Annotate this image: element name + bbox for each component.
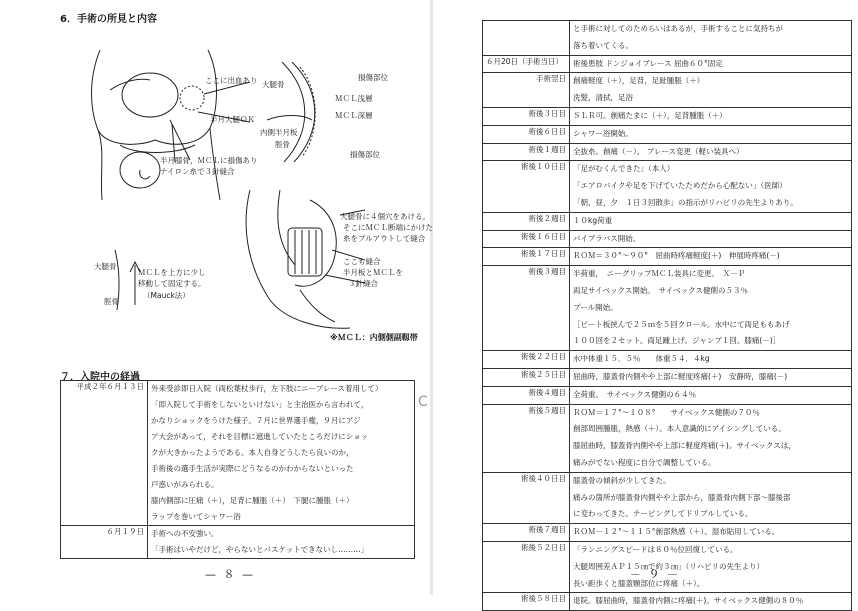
label-injury-note-1: 半月膝骨，ＭＣＬに損傷あり bbox=[160, 156, 258, 165]
note-line: ＳＬＲ可。創痛たまに（＋），足背腫脹（＋） bbox=[573, 110, 727, 120]
table-row bbox=[483, 248, 852, 266]
table-row bbox=[483, 107, 852, 125]
knee-joint-illustration bbox=[80, 50, 250, 200]
table-row bbox=[483, 386, 852, 404]
progress-notes bbox=[570, 212, 852, 230]
period-label: 術後２５日目 bbox=[483, 368, 570, 386]
note-line: 「朝，昼，夕 １日３回散歩」の指示がリハビリの先生よりあり。 bbox=[573, 197, 798, 207]
label-meniscus-mcl-2: ３針縫合 bbox=[348, 279, 378, 288]
table-row bbox=[483, 21, 852, 56]
progress-notes bbox=[570, 248, 852, 266]
progress-notes bbox=[570, 386, 852, 404]
entry-notes bbox=[148, 526, 415, 559]
note-line: と手術に対してのためらいはあるが，手術することに気持ちが bbox=[573, 24, 783, 33]
label-mcl-deep: ＭＣＬ深層 bbox=[335, 111, 373, 120]
note-line: 全抜糸。創痛（－）。 ブレース変更（軽い装具へ） bbox=[573, 146, 744, 156]
note-line: プール開始。 bbox=[573, 302, 618, 312]
label-femur-3: 大腿骨 bbox=[94, 262, 117, 271]
note-line: 痛みの箇所が膝蓋骨内側やや上部から，膝蓋骨内側下部～膝後部 bbox=[573, 492, 791, 502]
right-page bbox=[432, 0, 858, 606]
table-row bbox=[483, 55, 852, 73]
progress-notes bbox=[570, 368, 852, 386]
entry-date: ６月１９日 bbox=[61, 526, 148, 559]
label-meniscus-mcl-1: 半月板とＭＣＬを bbox=[343, 268, 403, 277]
note-line: 水中体重１５．５％ 体重５４．４kg bbox=[573, 354, 710, 364]
page-number-left: — ８ — bbox=[205, 568, 255, 581]
note-line: 膝蓋骨の傾斜が少してきた。 bbox=[573, 475, 671, 485]
entry-notes bbox=[148, 381, 415, 526]
label-mauck-method: （Mauck法） bbox=[143, 291, 190, 300]
progress-notes bbox=[570, 593, 852, 611]
post-op-progress-table bbox=[482, 20, 852, 611]
progress-notes bbox=[570, 472, 852, 523]
note-line: 半荷重， ニーグリップＭＣＬ装具に変更。 Ｘ－Ｐ bbox=[573, 269, 746, 279]
period-label: 術後１６日目 bbox=[483, 230, 570, 248]
label-medial-meniscus: 内側半月板 bbox=[260, 128, 298, 137]
note-line: 膝屈曲時，膝蓋骨内側やや上部に軽度疼痛(＋)。サイベックスは， bbox=[573, 441, 796, 451]
progress-notes bbox=[570, 55, 852, 73]
note-line: 両足サイベックス開始。 サイベックス健側の５３％ bbox=[573, 285, 749, 295]
period-label: 術後５週目 bbox=[483, 404, 570, 472]
entry-line: 「手術はいやだけど，やらないとバスケットできないし………」 bbox=[151, 545, 369, 554]
period-label: 術後５２日目 bbox=[483, 541, 570, 592]
label-holes-3: 糸をプルアウトして縫合 bbox=[343, 234, 426, 243]
note-line: １００回を２セット。両足踵上げ。ジャンプ１回。膝痛(－)］ bbox=[573, 336, 781, 346]
period-label: 手術翌日 bbox=[483, 73, 570, 108]
label-tibia-2: 脛骨 bbox=[275, 140, 290, 149]
progress-notes bbox=[570, 404, 852, 472]
table-row bbox=[483, 368, 852, 386]
label-capsule-bottom: 損傷部位 bbox=[350, 150, 380, 159]
progress-notes bbox=[570, 230, 852, 248]
table-row bbox=[483, 266, 852, 351]
note-line: ＲＯＭ＝１７°～１０８° サイベックス健側の７０％ bbox=[573, 407, 760, 417]
label-injury-note-2: ナイロン糸で３針縫合 bbox=[160, 167, 235, 176]
entry-line: ラップを巻いてシャワー浴 bbox=[151, 512, 241, 521]
progress-notes bbox=[570, 21, 852, 56]
entry-line: 手術への不安強い。 bbox=[151, 529, 219, 538]
note-line: １０kg荷重 bbox=[573, 215, 613, 225]
progress-notes bbox=[570, 541, 852, 592]
label-meniscus-ok: 半月大腿ＯＫ bbox=[210, 115, 255, 124]
entry-line: 手術後の選手生活が実際にどうなるのかわからないといった bbox=[151, 464, 354, 473]
note-line: ＲＯＭ－１２°～１１５°創部熱感（＋）。湿布貼用している。 bbox=[573, 527, 780, 537]
progress-notes bbox=[570, 161, 852, 212]
progress-notes bbox=[570, 266, 852, 351]
note-line: ［ビート板挟んで２５ｍを５回クロール。水中にて両足ももあげ bbox=[573, 319, 790, 329]
mcl-footnote: ※ＭＣＬ：内側側副靱帯 bbox=[330, 333, 418, 342]
table-row bbox=[483, 230, 852, 248]
period-label: 術後５８日目 bbox=[483, 593, 570, 611]
entry-line: 「即入院して手術をしないといけない」と主治医から言われて， bbox=[151, 400, 369, 409]
period-label bbox=[483, 21, 570, 56]
entry-line: 戸惑いがみられる。 bbox=[151, 480, 219, 489]
entry-line: 膝内側部に圧痛（＋），足背に腫脹（＋） 下腿に腫脹（＋） bbox=[151, 496, 354, 505]
progress-notes bbox=[570, 351, 852, 369]
note-line: 全荷重。 サイベックス健側の６４％ bbox=[573, 389, 697, 399]
left-page bbox=[0, 0, 432, 595]
table-row bbox=[483, 524, 852, 542]
note-line: パイブラバス開始。 bbox=[573, 233, 641, 243]
table-row bbox=[483, 593, 852, 611]
page-number-right: － ９ － bbox=[630, 568, 680, 581]
label-mcl-shallow: ＭＣＬ浅層 bbox=[335, 94, 373, 103]
progress-notes bbox=[570, 107, 852, 125]
table-row bbox=[483, 143, 852, 161]
label-sutured-here: ここも縫合 bbox=[343, 257, 381, 266]
note-line: 創痛軽度（＋），足背，足趾腫脹（＋） bbox=[573, 76, 705, 86]
entry-line: クが大きかったようである。本人自身どうしたら良いのか， bbox=[151, 448, 354, 457]
entry-line: ア大会があって，それを目標に遮進していたところだけにショッ bbox=[151, 432, 369, 441]
progress-notes bbox=[570, 125, 852, 143]
table-row bbox=[483, 472, 852, 523]
period-label: 術後２週目 bbox=[483, 212, 570, 230]
label-femur-2: 大腿骨 bbox=[262, 80, 285, 89]
note-line: 長い距歩くと膝蓋顆部位に疼痛（＋）。 bbox=[573, 578, 705, 588]
note-line: に変わってきた。テーピングしてドリブルしている。 bbox=[573, 509, 753, 519]
table-row bbox=[483, 125, 852, 143]
period-label: 術後１０日目 bbox=[483, 161, 570, 212]
table-row bbox=[483, 404, 852, 472]
period-label: ６月20日（手術当日） bbox=[483, 55, 570, 73]
note-line: ＲＯＭ＝３０°～９０° 屈曲時疼痛軽度(＋) 伸展時疼痛(－) bbox=[573, 251, 780, 261]
period-label: 術後４０日目 bbox=[483, 472, 570, 523]
hospital-course-table bbox=[60, 380, 415, 559]
table-row bbox=[483, 161, 852, 212]
note-line: 「足がむくんできた」（本人） bbox=[573, 164, 675, 174]
period-label: 術後２２日目 bbox=[483, 351, 570, 369]
scan-artifact: C bbox=[418, 394, 428, 410]
period-label: 術後３週目 bbox=[483, 266, 570, 351]
period-label: 術後４週目 bbox=[483, 386, 570, 404]
period-label: 術後３日目 bbox=[483, 107, 570, 125]
period-label: 術後１７日目 bbox=[483, 248, 570, 266]
label-holes-1: 大腿骨に４個穴をあける。 bbox=[340, 212, 430, 221]
note-line: 術後患肢 ドンジョイブレース 屈曲６０°固定 bbox=[573, 58, 723, 68]
label-bleeding: ここに出血あり bbox=[205, 76, 258, 85]
period-label: 術後６日目 bbox=[483, 125, 570, 143]
note-line: 大腿周囲差ＡＰ１５㎝で約３㎝」（リハビリの先生より） bbox=[573, 561, 765, 571]
table-row bbox=[61, 381, 415, 526]
note-line: 創部周囲腫脹，熱感（＋）。本人意識的にアイシングしている。 bbox=[573, 424, 786, 434]
table-row bbox=[61, 526, 415, 559]
note-line: 「エアロバイクや足を下げていたためだから心配ない」（医師） bbox=[573, 181, 787, 191]
note-line: 痛みがでない程度に自分で調整している。 bbox=[573, 457, 716, 467]
label-tibia-3: 脛骨 bbox=[104, 297, 119, 306]
progress-notes bbox=[570, 73, 852, 108]
note-line: 落ち着いてくる。 bbox=[573, 40, 633, 50]
period-label: 術後１週目 bbox=[483, 143, 570, 161]
note-line: シャワー浴開始。 bbox=[573, 128, 633, 138]
progress-notes bbox=[570, 143, 852, 161]
entry-date: 平成２年６月１３日 bbox=[61, 381, 148, 526]
table-row bbox=[483, 351, 852, 369]
note-line: 「ランニングスピードは８０％位回復している。 bbox=[573, 544, 738, 554]
section-7-heading: ７．入院中の経過 bbox=[60, 372, 140, 383]
entry-line: 外来受診即日入院（両松葉杖歩行，左下肢にニーブレース着用して） bbox=[151, 384, 383, 393]
section-6-heading: 6．手術の所見と内容 bbox=[60, 14, 157, 25]
progress-notes bbox=[570, 524, 852, 542]
entry-line: かなりショックをうけた様子。７月に世界選手権，９月にアジ bbox=[151, 416, 361, 425]
label-capsule-top: 損傷部位 bbox=[358, 73, 388, 82]
note-line: 退院。膝屈曲時，膝蓋骨内側に疼痛(＋)。サイベックス健側の８０％ bbox=[573, 596, 804, 606]
label-mcl-move-2: 移動して固定する。 bbox=[138, 279, 206, 288]
label-mcl-move-1: ＭＣＬを上方に少し bbox=[138, 268, 206, 277]
ligament-layer-diagram bbox=[262, 62, 322, 162]
note-line: 洗髪，清拭，足浴 bbox=[573, 93, 633, 103]
table-row bbox=[483, 73, 852, 108]
table-row bbox=[483, 212, 852, 230]
note-line: 屈曲時，膝蓋骨内側やや上部に軽度疼痛(＋) 安静時，膝痛(－) bbox=[573, 371, 788, 381]
label-holes-2: そこにＭＣＬ断端にかけた bbox=[343, 223, 433, 232]
period-label: 術後７週目 bbox=[483, 524, 570, 542]
